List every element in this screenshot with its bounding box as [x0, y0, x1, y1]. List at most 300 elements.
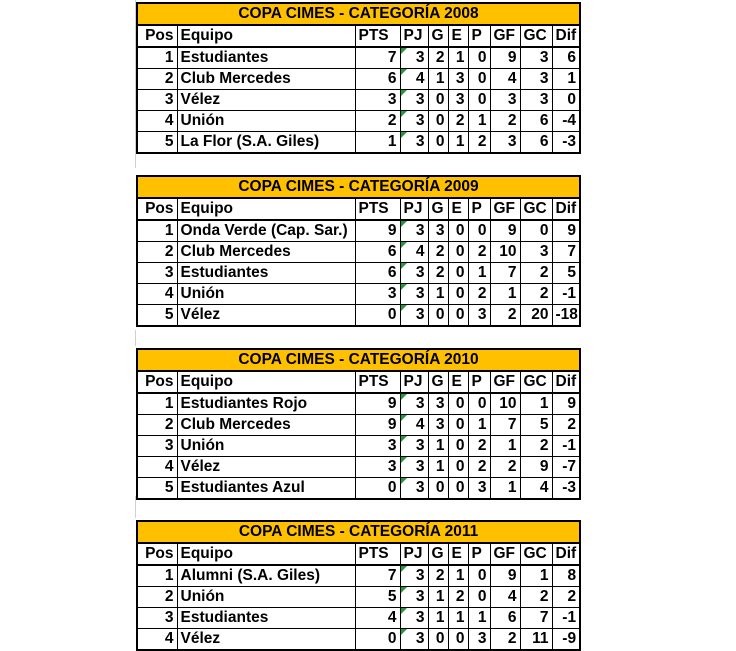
standings-table	[136, 348, 581, 500]
cell-e[interactable]: 1	[448, 132, 468, 154]
cell-pos[interactable]: 3	[137, 90, 177, 111]
column-header-pos[interactable]: Pos	[137, 25, 177, 47]
cell-equipo[interactable]: Estudiantes	[177, 47, 355, 69]
standings-table	[136, 520, 581, 651]
cell-dif[interactable]: 2	[552, 587, 580, 608]
header-row	[137, 543, 580, 565]
cell-pos[interactable]: 4	[137, 111, 177, 132]
table-row	[137, 305, 580, 327]
cell-dif[interactable]: 0	[552, 90, 580, 111]
cell-e[interactable]: 0	[448, 457, 468, 478]
cell-p[interactable]: 2	[468, 132, 490, 154]
table-title-row	[137, 349, 580, 371]
cell-equipo[interactable]: Estudiantes Rojo	[177, 393, 355, 415]
column-header-gf[interactable]: GF	[490, 25, 520, 47]
cell-equipo[interactable]: Club Mercedes	[177, 242, 355, 263]
cell-dif[interactable]: -1	[552, 436, 580, 457]
column-header-e[interactable]: E	[448, 543, 468, 565]
cell-value: 3	[415, 609, 425, 626]
cell-value: 3	[415, 285, 425, 302]
cell-value: 3	[415, 222, 425, 239]
column-header-pj[interactable]: PJ	[400, 198, 428, 220]
cell-comment-marker-icon	[401, 394, 407, 400]
cell-e[interactable]: 0	[448, 263, 468, 284]
cell-value: 3	[415, 437, 425, 454]
cell-gc[interactable]: 2	[520, 436, 552, 457]
cell-gf[interactable]: 7	[490, 415, 520, 436]
column-header-p[interactable]: P	[468, 371, 490, 393]
column-header-pos[interactable]: Pos	[137, 371, 177, 393]
column-header-pj[interactable]: PJ	[400, 543, 428, 565]
cell-p[interactable]: 3	[468, 629, 490, 651]
cell-p[interactable]: 3	[468, 305, 490, 327]
cell-pj[interactable]	[400, 587, 428, 608]
column-header-pj[interactable]: PJ	[400, 371, 428, 393]
cell-comment-marker-icon	[401, 69, 407, 75]
cell-pj[interactable]	[400, 90, 428, 111]
cell-value: 3	[415, 91, 425, 108]
cell-gf[interactable]: 10	[490, 242, 520, 263]
cell-g[interactable]: 1	[428, 608, 448, 629]
table-row	[137, 220, 580, 242]
column-header-g[interactable]: G	[428, 198, 448, 220]
cell-pos[interactable]: 3	[137, 608, 177, 629]
column-header-pts[interactable]: PTS	[355, 371, 400, 393]
sheet-edge-rule	[135, 330, 136, 346]
cell-equipo[interactable]: Vélez	[177, 305, 355, 327]
cell-gc[interactable]: 9	[520, 457, 552, 478]
cell-gc[interactable]: 3	[520, 47, 552, 69]
table-row	[137, 629, 580, 651]
column-header-pts[interactable]: PTS	[355, 25, 400, 47]
cell-g[interactable]: 3	[428, 220, 448, 242]
cell-gf[interactable]: 9	[490, 47, 520, 69]
cell-gf[interactable]: 1	[490, 284, 520, 305]
cell-pos[interactable]: 2	[137, 69, 177, 90]
cell-g[interactable]: 0	[428, 111, 448, 132]
cell-gc[interactable]: 6	[520, 132, 552, 154]
cell-gf[interactable]: 4	[490, 587, 520, 608]
cell-pj[interactable]	[400, 47, 428, 69]
column-header-e[interactable]: E	[448, 25, 468, 47]
table-row	[137, 608, 580, 629]
cell-value: 3	[415, 588, 425, 605]
cell-equipo[interactable]: Club Mercedes	[177, 415, 355, 436]
cell-pos[interactable]: 1	[137, 393, 177, 415]
cell-gc[interactable]: 5	[520, 415, 552, 436]
cell-pts[interactable]: 3	[355, 457, 400, 478]
table-row	[137, 457, 580, 478]
table-title[interactable]: COPA CIMES - CATEGORÍA 2008	[137, 3, 580, 25]
cell-pts[interactable]: 7	[355, 47, 400, 69]
cell-p[interactable]: 0	[468, 69, 490, 90]
cell-gf[interactable]: 9	[490, 220, 520, 242]
table-row	[137, 284, 580, 305]
cell-e[interactable]: 3	[448, 69, 468, 90]
cell-pj[interactable]	[400, 629, 428, 651]
cell-comment-marker-icon	[401, 587, 407, 593]
cell-g[interactable]: 2	[428, 565, 448, 587]
table-row	[137, 111, 580, 132]
cell-gc[interactable]: 3	[520, 69, 552, 90]
cell-comment-marker-icon	[401, 436, 407, 442]
cell-e[interactable]: 1	[448, 565, 468, 587]
cell-equipo[interactable]: La Flor (S.A. Giles)	[177, 132, 355, 154]
column-header-equipo[interactable]: Equipo	[177, 198, 355, 220]
cell-pos[interactable]: 1	[137, 220, 177, 242]
cell-pts[interactable]: 3	[355, 436, 400, 457]
cell-g[interactable]: 2	[428, 242, 448, 263]
cell-e[interactable]: 1	[448, 47, 468, 69]
cell-pos[interactable]: 4	[137, 629, 177, 651]
cell-value: 3	[415, 479, 425, 496]
cell-gf[interactable]: 6	[490, 608, 520, 629]
cell-dif[interactable]: -3	[552, 478, 580, 500]
column-header-gc[interactable]: GC	[520, 25, 552, 47]
cell-pos[interactable]: 5	[137, 132, 177, 154]
table-row	[137, 415, 580, 436]
cell-pts[interactable]: 6	[355, 263, 400, 284]
cell-gc[interactable]: 11	[520, 629, 552, 651]
column-header-pj[interactable]: PJ	[400, 25, 428, 47]
cell-dif[interactable]: 9	[552, 393, 580, 415]
cell-dif[interactable]: -9	[552, 629, 580, 651]
cell-pts[interactable]: 3	[355, 90, 400, 111]
cell-pj[interactable]	[400, 220, 428, 242]
cell-pos[interactable]: 2	[137, 415, 177, 436]
cell-comment-marker-icon	[401, 263, 407, 269]
cell-e[interactable]: 0	[448, 393, 468, 415]
table-row	[137, 587, 580, 608]
column-header-gf[interactable]: GF	[490, 371, 520, 393]
cell-e[interactable]: 1	[448, 608, 468, 629]
cell-gc[interactable]: 2	[520, 263, 552, 284]
cell-pts[interactable]: 3	[355, 284, 400, 305]
cell-equipo[interactable]: Estudiantes	[177, 263, 355, 284]
standings-table	[136, 2, 581, 154]
cell-pj[interactable]	[400, 393, 428, 415]
cell-comment-marker-icon	[401, 629, 407, 635]
cell-gf[interactable]: 2	[490, 457, 520, 478]
cell-equipo[interactable]: Estudiantes Azul	[177, 478, 355, 500]
cell-gc[interactable]: 6	[520, 111, 552, 132]
cell-comment-marker-icon	[401, 48, 407, 54]
cell-dif[interactable]: 2	[552, 415, 580, 436]
cell-gf[interactable]: 1	[490, 436, 520, 457]
cell-gc[interactable]: 3	[520, 242, 552, 263]
cell-value: 3	[415, 133, 425, 150]
table-title[interactable]: COPA CIMES - CATEGORÍA 2009	[137, 176, 580, 198]
cell-pos[interactable]: 2	[137, 587, 177, 608]
cell-pts[interactable]: 0	[355, 305, 400, 327]
column-header-g[interactable]: G	[428, 371, 448, 393]
table-title[interactable]: COPA CIMES - CATEGORÍA 2011	[137, 521, 580, 543]
table-title-row	[137, 3, 580, 25]
cell-equipo[interactable]: Unión	[177, 436, 355, 457]
cell-p[interactable]: 1	[468, 415, 490, 436]
cell-pj[interactable]	[400, 111, 428, 132]
cell-pj[interactable]	[400, 242, 428, 263]
cell-pts[interactable]: 6	[355, 69, 400, 90]
cell-e[interactable]: 0	[448, 629, 468, 651]
cell-comment-marker-icon	[401, 111, 407, 117]
column-header-g[interactable]: G	[428, 25, 448, 47]
column-header-dif[interactable]: Dif	[552, 25, 580, 47]
column-header-e[interactable]: E	[448, 198, 468, 220]
cell-p[interactable]: 1	[468, 263, 490, 284]
cell-p[interactable]: 2	[468, 284, 490, 305]
cell-p[interactable]: 2	[468, 436, 490, 457]
cell-dif[interactable]: 6	[552, 47, 580, 69]
cell-equipo[interactable]: Vélez	[177, 629, 355, 651]
cell-pos[interactable]: 1	[137, 565, 177, 587]
table-row	[137, 132, 580, 154]
cell-g[interactable]: 2	[428, 47, 448, 69]
cell-gc[interactable]: 1	[520, 565, 552, 587]
cell-p[interactable]: 2	[468, 457, 490, 478]
column-header-gf[interactable]: GF	[490, 198, 520, 220]
cell-pos[interactable]: 4	[137, 457, 177, 478]
column-header-dif[interactable]: Dif	[552, 543, 580, 565]
cell-equipo[interactable]: Vélez	[177, 457, 355, 478]
column-header-gf[interactable]: GF	[490, 543, 520, 565]
column-header-e[interactable]: E	[448, 371, 468, 393]
cell-dif[interactable]: 1	[552, 69, 580, 90]
cell-g[interactable]: 0	[428, 90, 448, 111]
cell-e[interactable]: 2	[448, 111, 468, 132]
cell-pts[interactable]: 1	[355, 132, 400, 154]
cell-comment-marker-icon	[401, 242, 407, 248]
table-title-row	[137, 521, 580, 543]
cell-gc[interactable]: 0	[520, 220, 552, 242]
cell-equipo[interactable]: Alumni (S.A. Giles)	[177, 565, 355, 587]
table-row	[137, 478, 580, 500]
column-header-equipo[interactable]: Equipo	[177, 371, 355, 393]
cell-pj[interactable]	[400, 284, 428, 305]
cell-pts[interactable]: 0	[355, 478, 400, 500]
cell-gc[interactable]: 2	[520, 284, 552, 305]
cell-gf[interactable]: 3	[490, 90, 520, 111]
cell-gc[interactable]: 4	[520, 478, 552, 500]
cell-g[interactable]: 3	[428, 393, 448, 415]
table-row	[137, 242, 580, 263]
cell-g[interactable]: 1	[428, 284, 448, 305]
table-row	[137, 90, 580, 111]
cell-g[interactable]: 0	[428, 132, 448, 154]
column-header-equipo[interactable]: Equipo	[177, 25, 355, 47]
cell-comment-marker-icon	[401, 305, 407, 311]
cell-equipo[interactable]: Vélez	[177, 90, 355, 111]
column-header-pts[interactable]: PTS	[355, 543, 400, 565]
table-title-row	[137, 176, 580, 198]
cell-p[interactable]: 0	[468, 47, 490, 69]
cell-e[interactable]: 0	[448, 415, 468, 436]
cell-dif[interactable]: 7	[552, 242, 580, 263]
cell-comment-marker-icon	[401, 566, 407, 572]
cell-pos[interactable]: 2	[137, 242, 177, 263]
cell-pts[interactable]: 2	[355, 111, 400, 132]
cell-e[interactable]: 0	[448, 305, 468, 327]
cell-gf[interactable]: 2	[490, 629, 520, 651]
cell-pj[interactable]	[400, 436, 428, 457]
cell-pj[interactable]	[400, 69, 428, 90]
cell-pts[interactable]: 4	[355, 608, 400, 629]
cell-gc[interactable]: 1	[520, 393, 552, 415]
cell-pos[interactable]: 3	[137, 436, 177, 457]
cell-pts[interactable]: 9	[355, 415, 400, 436]
cell-gc[interactable]: 20	[520, 305, 552, 327]
cell-gc[interactable]: 2	[520, 587, 552, 608]
cell-e[interactable]: 3	[448, 90, 468, 111]
column-header-g[interactable]: G	[428, 543, 448, 565]
table-row	[137, 263, 580, 284]
cell-e[interactable]: 0	[448, 284, 468, 305]
cell-dif[interactable]: -7	[552, 457, 580, 478]
table-row	[137, 436, 580, 457]
cell-g[interactable]: 3	[428, 415, 448, 436]
table-row	[137, 393, 580, 415]
cell-dif[interactable]: -4	[552, 111, 580, 132]
cell-dif[interactable]: -3	[552, 132, 580, 154]
cell-dif[interactable]: -18	[552, 305, 580, 327]
cell-pj[interactable]	[400, 565, 428, 587]
table-row	[137, 69, 580, 90]
cell-p[interactable]: 0	[468, 90, 490, 111]
cell-pts[interactable]: 9	[355, 220, 400, 242]
cell-p[interactable]: 1	[468, 111, 490, 132]
cell-comment-marker-icon	[401, 608, 407, 614]
cell-value: 4	[415, 416, 425, 433]
column-header-dif[interactable]: Dif	[552, 198, 580, 220]
cell-gf[interactable]: 3	[490, 132, 520, 154]
cell-dif[interactable]: -1	[552, 608, 580, 629]
cell-value: 3	[415, 306, 425, 323]
header-row	[137, 198, 580, 220]
table-row	[137, 47, 580, 69]
cell-dif[interactable]: 9	[552, 220, 580, 242]
cell-g[interactable]: 0	[428, 629, 448, 651]
cell-p[interactable]: 3	[468, 478, 490, 500]
cell-g[interactable]: 1	[428, 457, 448, 478]
cell-value: 3	[415, 458, 425, 475]
table-title[interactable]: COPA CIMES - CATEGORÍA 2010	[137, 349, 580, 371]
cell-dif[interactable]: 5	[552, 263, 580, 284]
cell-value: 3	[415, 630, 425, 647]
cell-comment-marker-icon	[401, 221, 407, 227]
column-header-dif[interactable]: Dif	[552, 371, 580, 393]
cell-pts[interactable]: 9	[355, 393, 400, 415]
cell-g[interactable]: 1	[428, 69, 448, 90]
cell-comment-marker-icon	[401, 457, 407, 463]
cell-e[interactable]: 0	[448, 242, 468, 263]
cell-pos[interactable]: 3	[137, 263, 177, 284]
cell-e[interactable]: 2	[448, 587, 468, 608]
cell-e[interactable]: 0	[448, 436, 468, 457]
cell-gf[interactable]: 9	[490, 565, 520, 587]
cell-p[interactable]: 0	[468, 220, 490, 242]
cell-e[interactable]: 0	[448, 220, 468, 242]
cell-dif[interactable]: -1	[552, 284, 580, 305]
column-header-p[interactable]: P	[468, 25, 490, 47]
column-header-pos[interactable]: Pos	[137, 543, 177, 565]
cell-comment-marker-icon	[401, 415, 407, 421]
cell-equipo[interactable]: Estudiantes	[177, 608, 355, 629]
cell-pj[interactable]	[400, 263, 428, 284]
cell-dif[interactable]: 8	[552, 565, 580, 587]
cell-g[interactable]: 0	[428, 305, 448, 327]
cell-gf[interactable]: 7	[490, 263, 520, 284]
cell-g[interactable]: 1	[428, 587, 448, 608]
column-header-pos[interactable]: Pos	[137, 198, 177, 220]
column-header-p[interactable]: P	[468, 198, 490, 220]
cell-pts[interactable]: 0	[355, 629, 400, 651]
cell-gc[interactable]: 7	[520, 608, 552, 629]
cell-pts[interactable]: 7	[355, 565, 400, 587]
cell-p[interactable]: 2	[468, 242, 490, 263]
cell-g[interactable]: 2	[428, 263, 448, 284]
cell-p[interactable]: 1	[468, 608, 490, 629]
cell-p[interactable]: 0	[468, 393, 490, 415]
cell-p[interactable]: 0	[468, 587, 490, 608]
column-header-gc[interactable]: GC	[520, 543, 552, 565]
cell-value: 3	[415, 112, 425, 129]
cell-value: 4	[415, 70, 425, 87]
cell-gf[interactable]: 1	[490, 478, 520, 500]
column-header-gc[interactable]: GC	[520, 198, 552, 220]
column-header-equipo[interactable]: Equipo	[177, 543, 355, 565]
cell-g[interactable]: 0	[428, 478, 448, 500]
cell-pos[interactable]: 5	[137, 478, 177, 500]
cell-pj[interactable]	[400, 305, 428, 327]
cell-pts[interactable]: 5	[355, 587, 400, 608]
cell-p[interactable]: 0	[468, 565, 490, 587]
cell-value: 4	[415, 243, 425, 260]
cell-equipo[interactable]: Unión	[177, 587, 355, 608]
cell-value: 3	[415, 264, 425, 281]
header-row	[137, 371, 580, 393]
column-header-p[interactable]: P	[468, 543, 490, 565]
cell-comment-marker-icon	[401, 90, 407, 96]
cell-pj[interactable]	[400, 132, 428, 154]
cell-gf[interactable]: 10	[490, 393, 520, 415]
cell-g[interactable]: 1	[428, 436, 448, 457]
cell-pts[interactable]: 6	[355, 242, 400, 263]
cell-pj[interactable]	[400, 608, 428, 629]
column-header-pts[interactable]: PTS	[355, 198, 400, 220]
cell-value: 3	[415, 395, 425, 412]
cell-pj[interactable]	[400, 478, 428, 500]
cell-equipo[interactable]: Club Mercedes	[177, 69, 355, 90]
cell-equipo[interactable]: Unión	[177, 284, 355, 305]
cell-gf[interactable]: 2	[490, 305, 520, 327]
cell-gf[interactable]: 2	[490, 111, 520, 132]
cell-comment-marker-icon	[401, 284, 407, 290]
cell-pj[interactable]	[400, 457, 428, 478]
cell-pos[interactable]: 5	[137, 305, 177, 327]
cell-gc[interactable]: 3	[520, 90, 552, 111]
cell-e[interactable]: 0	[448, 478, 468, 500]
cell-pj[interactable]	[400, 415, 428, 436]
cell-pos[interactable]: 1	[137, 47, 177, 69]
cell-equipo[interactable]: Onda Verde (Cap. Sar.)	[177, 220, 355, 242]
cell-value: 3	[415, 49, 425, 66]
header-row	[137, 25, 580, 47]
column-header-gc[interactable]: GC	[520, 371, 552, 393]
table-row	[137, 565, 580, 587]
cell-pos[interactable]: 4	[137, 284, 177, 305]
cell-equipo[interactable]: Unión	[177, 111, 355, 132]
cell-gf[interactable]: 4	[490, 69, 520, 90]
